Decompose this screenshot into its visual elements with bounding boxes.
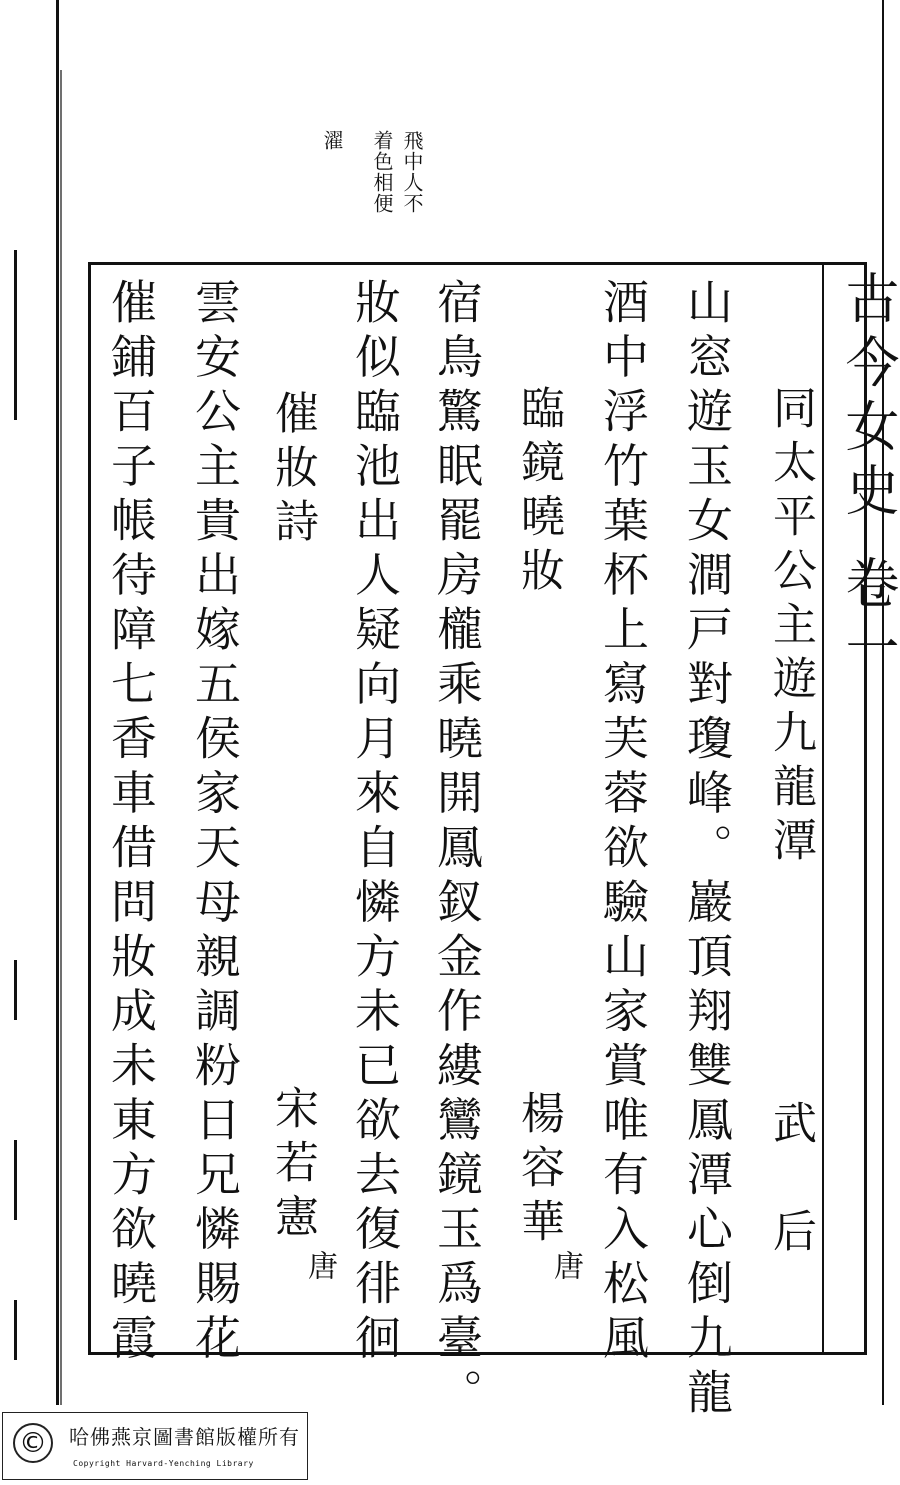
poem-author: 武 后 xyxy=(765,1100,816,1262)
frame-top-rule xyxy=(88,262,866,265)
poem-line: 山窓遊玉女澗戸對瓊峰。巖頂翔雙鳳潭心倒九龍 xyxy=(680,278,734,1423)
poem-line: 妝似臨池出人疑向月來自憐方未已欲去復徘徊 xyxy=(348,278,402,1368)
poem-author: 宋若憲 xyxy=(267,1085,318,1247)
poem-line: 宿鳥驚眠罷房櫳乘曉開鳳釵金作縷鸞鏡玉爲臺。 xyxy=(430,278,484,1423)
poem-title: 同太平公主遊九龍潭 xyxy=(765,385,816,871)
left-margin-rule xyxy=(56,0,59,1405)
gutter-juan: 卷一 xyxy=(837,555,900,683)
copyright-stamp xyxy=(2,1412,308,1480)
header-note-col3: 濯 xyxy=(320,130,344,151)
poem-line: 雲安公主貴出嫁五侯家天母親調粉日兄憐賜花 xyxy=(188,278,242,1368)
gutter-mark xyxy=(14,250,17,420)
gutter-mark xyxy=(14,1140,17,1220)
gutter-mark xyxy=(14,1300,17,1360)
poem-author: 楊容華 xyxy=(513,1090,564,1252)
frame-right-rule xyxy=(822,262,824,1355)
poem-line: 酒中浮竹葉杯上寫芙蓉欲驗山家賞唯有入松風 xyxy=(596,278,650,1368)
poem-title: 催妝詩 xyxy=(267,390,318,552)
gutter-title: 古今女史 xyxy=(837,270,900,526)
copyright-icon: © xyxy=(13,1423,53,1463)
header-note-col2: 着色相便 xyxy=(370,130,394,214)
poem-title: 臨鏡曉妝 xyxy=(513,385,564,601)
left-inner-rule xyxy=(60,70,62,1405)
poem-dynasty: 唐 xyxy=(548,1250,583,1281)
frame-left-rule xyxy=(88,262,91,1355)
poem-line: 催鋪百子帳待障七香車借問妝成未東方欲曉霞 xyxy=(104,278,158,1368)
poem-dynasty: 唐 xyxy=(302,1250,337,1281)
copyright-text: 哈佛燕京圖書館版權所有 xyxy=(69,1425,300,1449)
copyright-english: Copyright Harvard-Yenching Library xyxy=(73,1459,254,1468)
page-edge-rule xyxy=(882,0,884,1405)
header-note-col1: 飛中人不 xyxy=(400,130,424,214)
gutter-mark xyxy=(14,960,17,1020)
